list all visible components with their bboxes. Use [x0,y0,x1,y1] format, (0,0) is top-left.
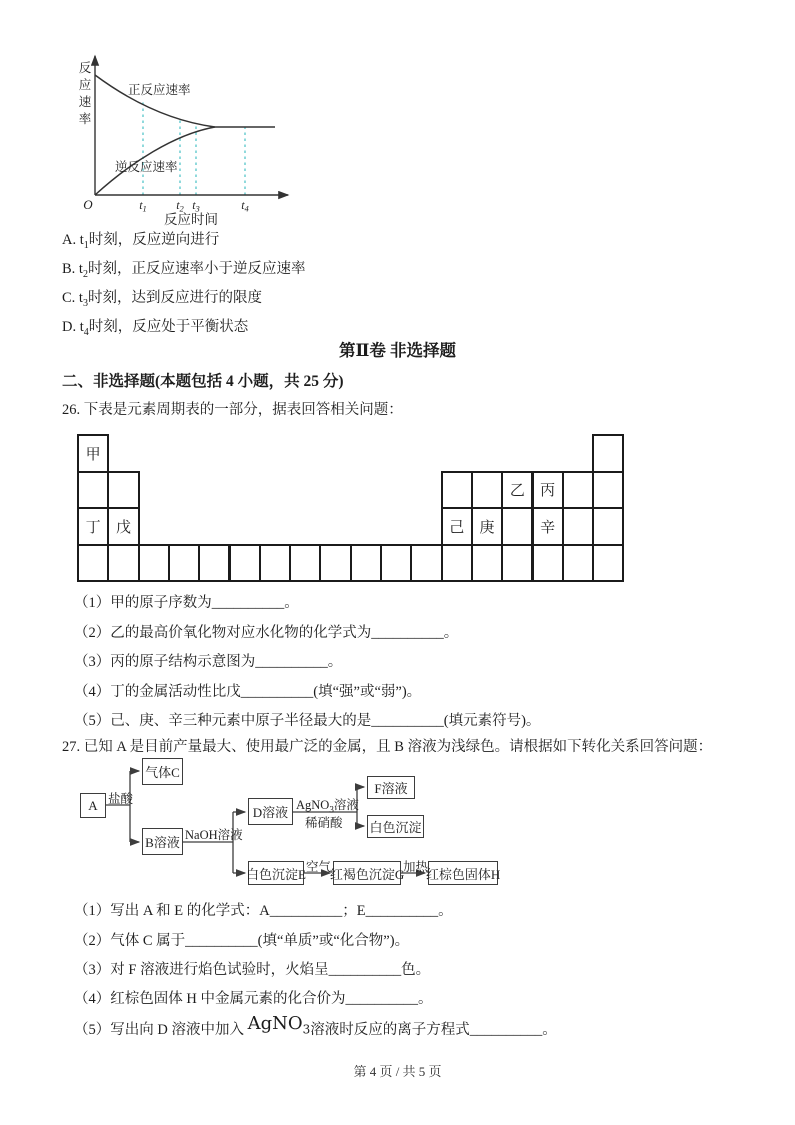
q26-item-3: （3）丙的原子结构示意图为__________。 [74,654,343,670]
periodic-table-cell: 己 [441,507,473,546]
q26-item-1: （1）甲的原子序数为__________。 [74,595,299,611]
periodic-table-cell [592,471,624,510]
box-red-brown-solid-h: 红棕色固体H [428,861,498,885]
part-ii-title: 第Ⅱ卷 非选择题 [338,341,457,360]
tick-t1: $t_1$ [139,198,147,214]
periodic-table-cell: 辛 [532,507,564,546]
periodic-table-cell: 丁 [77,507,109,546]
tick-t3: $t_3$ [192,198,200,214]
option-a: A. $t_1$时刻，反应逆向进行 [62,232,220,251]
label-air: 空气 [306,860,332,874]
periodic-table-cell [441,544,473,583]
tick-t4: $t_4$ [241,198,249,214]
label-naoh-solution: NaOH溶液 [185,828,243,842]
periodic-table-cell [471,544,503,583]
box-d-solution: D溶液 [248,798,293,825]
q27-item-5: （5）写出向 D 溶液中加入 AgNO$_3$溶液时反应的离子方程式__________。 [74,1013,557,1038]
tick-t2: $t_2$ [176,198,184,214]
q27-item-1: （1）写出 A 和 E 的化学式：A__________；E__________。 [74,903,453,919]
periodic-table-cell [107,471,139,510]
x-axis-label: 反应时间 [164,212,218,227]
periodic-table [77,434,626,584]
periodic-table-cell [441,471,473,510]
conversion-flowchart [75,753,545,893]
periodic-table-cell [350,544,382,583]
box-red-brown-precipitate-g: 红褐色沉淀G [333,861,401,885]
periodic-table-cell [562,544,594,583]
periodic-table-cell [592,544,624,583]
periodic-table-cell: 乙 [501,471,533,510]
origin-label: O [83,197,93,212]
label-hydrochloric-acid: 盐酸 [108,792,134,806]
option-c: C. $t_3$时刻，达到反应进行的限度 [62,290,262,309]
periodic-table-cell [592,434,624,473]
periodic-table-cell [138,544,170,583]
label-dilute-nitric-acid: 稀硝酸 [305,816,343,830]
q26-item-4: （4）丁的金属活动性比戊__________(填“强”或“弱”)。 [74,684,422,700]
periodic-table-cell [229,544,261,583]
periodic-table-cell [501,507,533,546]
box-gas-c: 气体C [142,758,183,785]
y-axis-label-char: 速 [78,95,92,109]
periodic-table-cell [532,544,564,583]
reverse-curve-label: 逆反应速率 [115,160,178,174]
label-heat: 加热 [403,860,429,874]
box-f-solution: F溶液 [367,776,415,799]
q27-item-4: （4）红棕色固体 H 中金属元素的化合价为__________。 [74,991,433,1007]
periodic-table-cell [562,507,594,546]
label-agno3-solution: AgNO$_3$溶液 [296,798,359,815]
agno3-formula: AgNO$_3$ [247,1013,311,1037]
q27-intro: 27. 已知 A 是目前产量最大、使用最广泛的金属，且 B 溶液为浅绿色。请根据如下转化关系回答问题： [62,739,713,755]
q26-intro: 26. 下表是元素周期表的一部分，据表回答相关问题： [62,402,403,418]
periodic-table-cell [77,471,109,510]
periodic-table-cell [198,544,230,583]
section-title: 二、非选择题(本题包括 4 小题，共 25 分) [62,373,344,390]
box-b-solution: B溶液 [142,828,183,855]
forward-curve-label: 正反应速率 [128,83,191,97]
page-footer: 第 4 页 / 共 5 页 [353,1064,442,1079]
periodic-table-cell [289,544,321,583]
periodic-table-cell [380,544,412,583]
periodic-table-cell [562,471,594,510]
box-white-precipitate-e: 白色沉淀E [248,861,304,885]
reaction-rate-chart [58,44,348,229]
y-axis-label-char: 率 [78,112,92,126]
q26-item-2: （2）乙的最高价氧化物对应水化物的化学式为__________。 [74,625,459,641]
q27-item-3: （3）对 F 溶液进行焰色试验时，火焰呈__________色。 [74,962,431,978]
periodic-table-cell: 甲 [77,434,109,473]
periodic-table-cell: 庚 [471,507,503,546]
periodic-table-cell: 丙 [532,471,564,510]
q27-item-2: （2）气体 C 属于__________(填“单质”或“化合物”)。 [74,933,410,949]
periodic-table-cell [501,544,533,583]
periodic-table-cell [319,544,351,583]
periodic-table-cell [107,544,139,583]
y-axis-label-char: 反 [78,61,92,75]
periodic-table-cell: 戊 [107,507,139,546]
periodic-table-cell [259,544,291,583]
option-b: B. $t_2$时刻，正反应速率小于逆反应速率 [62,261,306,280]
periodic-table-cell [592,507,624,546]
periodic-table-cell [77,544,109,583]
periodic-table-cell [410,544,442,583]
option-d: D. $t_4$时刻，反应处于平衡状态 [62,319,249,338]
box-a: A [80,793,106,818]
periodic-table-cell [471,471,503,510]
periodic-table-cell [168,544,200,583]
box-white-precipitate: 白色沉淀 [367,815,424,838]
y-axis-label-char: 应 [78,78,92,92]
q26-item-5: （5）己、庚、辛三种元素中原子半径最大的是__________(填元素符号)。 [74,713,541,729]
